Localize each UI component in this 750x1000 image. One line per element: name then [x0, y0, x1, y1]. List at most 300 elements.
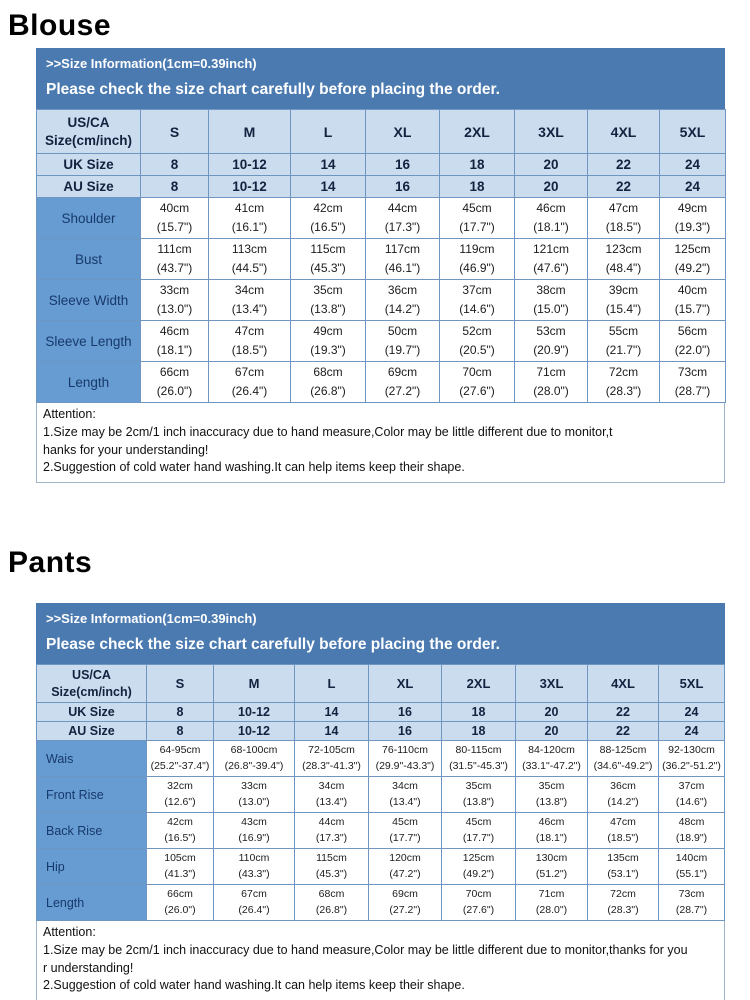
size-row-label: UK Size: [37, 154, 141, 176]
measurement-cell: [214, 885, 295, 921]
measurement-cell: [588, 321, 660, 362]
cm-value: 46cm: [538, 815, 565, 828]
inch-value: (19.3"): [310, 343, 346, 357]
cm-value: 43cm: [241, 815, 267, 828]
attention-note: [36, 921, 725, 1000]
measurement-cell: [147, 777, 214, 813]
cm-value: 64-95cm: [159, 743, 201, 756]
inch-value: (45.3"): [315, 867, 348, 880]
inch-value: (16.5"): [164, 831, 196, 844]
measurement-cell: [141, 280, 209, 321]
size-column-header: XL: [366, 110, 440, 154]
measurement-cell: [291, 239, 366, 280]
inch-value: (14.2"): [384, 302, 421, 316]
cm-value: 120cm: [389, 851, 421, 864]
measurement-cell: [659, 885, 725, 921]
size-cell: 20: [515, 176, 588, 198]
measurement-cell: [141, 198, 209, 239]
cm-value: 42cm: [167, 815, 193, 828]
size-cell: 18: [440, 176, 515, 198]
cm-value: 36cm: [610, 779, 636, 792]
cm-value: 67cm: [241, 887, 267, 900]
cm-value: 34cm: [392, 779, 418, 792]
blouse-size-chart: [36, 48, 725, 483]
cm-value: 50cm: [387, 324, 418, 339]
cm-value: 68-100cm: [230, 743, 278, 756]
size-cell: 18: [442, 722, 516, 741]
cm-value: 117cm: [384, 242, 421, 257]
cm-value: 40cm: [159, 201, 190, 216]
cm-value: 47cm: [234, 324, 265, 339]
cm-value: 66cm: [159, 365, 190, 380]
inch-value: (14.2"): [607, 795, 639, 808]
cm-value: 32cm: [167, 779, 193, 792]
measurement-row-label: Shoulder: [37, 198, 141, 239]
inch-value: (28.0"): [533, 384, 569, 398]
cm-value: 37cm: [462, 283, 492, 298]
inch-value: (44.5"): [231, 261, 268, 275]
cm-value: 125cm: [674, 242, 711, 257]
cm-value: 84-120cm: [528, 743, 575, 756]
measurement-cell: [660, 321, 726, 362]
cm-value: 38cm: [536, 283, 566, 298]
inch-value: (17.3"): [384, 220, 421, 234]
cm-value: 123cm: [605, 242, 642, 257]
size-cell: 16: [369, 722, 442, 741]
measurement-cell: [440, 198, 515, 239]
inch-value: (45.3"): [310, 261, 346, 275]
inch-value: (13.0"): [156, 302, 193, 316]
cm-value: 66cm: [167, 887, 193, 900]
inch-value: (17.7"): [462, 831, 495, 844]
measurement-cell: [214, 813, 295, 849]
size-cell: 24: [660, 154, 726, 176]
inch-value: (28.3"): [605, 384, 642, 398]
size-cell: 10-12: [214, 722, 295, 741]
inch-value: (25.2"-37.4"): [150, 759, 210, 772]
cm-value: 72cm: [610, 887, 636, 900]
measurement-cell: [295, 849, 369, 885]
inch-value: (46.9"): [459, 261, 495, 275]
corner-line: US/CA: [67, 114, 110, 130]
size-cell: 18: [440, 154, 515, 176]
size-column-header: 3XL: [515, 110, 588, 154]
pants-size-chart: [36, 603, 725, 1000]
measurement-cell: [147, 885, 214, 921]
cm-value: 73cm: [677, 365, 708, 380]
measurement-cell: [141, 362, 209, 403]
measurement-cell: [588, 885, 659, 921]
inch-value: (28.3"-41.3"): [302, 759, 361, 772]
cm-value: 49cm: [677, 201, 708, 216]
cm-value: 105cm: [164, 851, 196, 864]
measurement-cell: [291, 198, 366, 239]
size-cell: 8: [141, 176, 209, 198]
attention-line: Attention:: [43, 407, 96, 421]
measurement-cell: [366, 198, 440, 239]
measurement-cell: [440, 280, 515, 321]
size-cell: 22: [588, 154, 660, 176]
measurement-cell: [369, 741, 442, 777]
cm-value: 71cm: [536, 365, 566, 380]
inch-value: (21.7"): [605, 343, 642, 357]
cm-value: 33cm: [241, 779, 267, 792]
inch-value: (26.4"): [231, 384, 268, 398]
measurement-cell: [295, 813, 369, 849]
cm-value: 68cm: [318, 887, 345, 900]
inch-value: (53.1"): [607, 867, 639, 880]
measurement-cell: [141, 239, 209, 280]
measurement-cell: [440, 321, 515, 362]
measurement-cell: [515, 239, 588, 280]
cm-value: 67cm: [234, 365, 265, 380]
measurement-cell: [442, 813, 516, 849]
inch-value: (28.0"): [535, 903, 568, 916]
size-column-header: M: [214, 665, 295, 703]
cm-value: 113cm: [231, 242, 268, 257]
cm-value: 56cm: [677, 324, 708, 339]
inch-value: (13.4"): [231, 302, 268, 316]
measurement-cell: [209, 198, 291, 239]
measurement-row-label: Length: [37, 885, 147, 921]
measurement-cell: [516, 849, 588, 885]
size-column-header: 5XL: [660, 110, 726, 154]
size-cell: 8: [147, 722, 214, 741]
cm-value: 52cm: [462, 324, 492, 339]
measurement-cell: [209, 362, 291, 403]
cm-value: 135cm: [607, 851, 639, 864]
size-row-label: AU Size: [37, 176, 141, 198]
measurement-row-label: Wais: [37, 741, 147, 777]
cm-value: 115cm: [316, 851, 347, 864]
inch-value: (26.8"): [310, 384, 346, 398]
measurement-cell: [588, 198, 660, 239]
blouse-title: Blouse: [8, 9, 112, 42]
measurement-row-label: Length: [37, 362, 141, 403]
measurement-cell: [291, 321, 366, 362]
measurement-cell: [366, 362, 440, 403]
size-cell: 16: [369, 703, 442, 722]
cm-value: 76-110cm: [382, 743, 428, 756]
attention-line: 2.Suggestion of cold water hand washing.It can help items keep their shape.: [43, 978, 465, 993]
inch-value: (18.5"): [605, 220, 642, 234]
measurement-cell: [588, 777, 659, 813]
cm-value: 119cm: [459, 242, 495, 257]
cm-value: 115cm: [310, 242, 346, 257]
inch-value: (18.1"): [533, 220, 569, 234]
attention-line: Attention:: [43, 925, 96, 939]
inch-value: (16.5"): [310, 220, 346, 234]
measurement-cell: [369, 885, 442, 921]
inch-value: (36.2"-51.2"): [662, 759, 721, 772]
inch-value: (14.6"): [675, 795, 708, 808]
size-cell: 16: [366, 154, 440, 176]
inch-value: (33.1"-47.2"): [522, 759, 581, 772]
inch-value: (18.9"): [675, 831, 708, 844]
measurement-cell: [209, 239, 291, 280]
inch-value: (27.2"): [389, 903, 421, 916]
inch-value: (19.7"): [384, 343, 421, 357]
inch-value: (47.6"): [533, 261, 569, 275]
inch-value: (55.1"): [675, 867, 708, 880]
measurement-cell: [209, 321, 291, 362]
measurement-cell: [516, 777, 588, 813]
cm-value: 35cm: [313, 283, 343, 298]
inch-value: (13.4"): [315, 795, 348, 808]
size-column-header: 2XL: [442, 665, 516, 703]
inch-value: (43.3"): [238, 867, 270, 880]
size-cell: 22: [588, 176, 660, 198]
inch-value: (17.7"): [389, 831, 421, 844]
size-cell: 10-12: [209, 154, 291, 176]
cm-value: 45cm: [462, 201, 492, 216]
size-column-header: L: [295, 665, 369, 703]
measurement-cell: [369, 849, 442, 885]
cm-value: 37cm: [678, 779, 705, 792]
size-column-header: M: [209, 110, 291, 154]
measurement-cell: [588, 362, 660, 403]
cm-value: 33cm: [159, 283, 190, 298]
measurement-cell: [588, 741, 659, 777]
cm-value: 34cm: [234, 283, 265, 298]
size-info-line: >>Size Information(1cm=0.39inch): [46, 56, 257, 71]
size-cell: 18: [442, 703, 516, 722]
inch-value: (28.3"): [607, 903, 639, 916]
cm-value: 35cm: [538, 779, 565, 792]
inch-value: (28.7"): [675, 903, 708, 916]
measurement-cell: [588, 849, 659, 885]
inch-value: (17.7"): [459, 220, 495, 234]
size-column-header: 5XL: [659, 665, 725, 703]
measurement-cell: [295, 741, 369, 777]
cm-value: 92-130cm: [668, 743, 715, 756]
corner-header-cell: [37, 665, 147, 703]
measurement-cell: [291, 362, 366, 403]
inch-value: (17.3"): [315, 831, 348, 844]
measurement-row-label: Sleeve Length: [37, 321, 141, 362]
measurement-cell: [366, 280, 440, 321]
measurement-cell: [440, 239, 515, 280]
inch-value: (18.5"): [607, 831, 639, 844]
inch-value: (19.3"): [674, 220, 711, 234]
size-cell: 10-12: [214, 703, 295, 722]
cm-value: 42cm: [313, 201, 343, 216]
measurement-cell: [214, 741, 295, 777]
size-cell: 24: [659, 722, 725, 741]
inch-value: (20.5"): [459, 343, 495, 357]
cm-value: 41cm: [234, 201, 265, 216]
cm-value: 88-125cm: [599, 743, 647, 756]
cm-value: 72cm: [608, 365, 639, 380]
corner-header-cell: [37, 110, 141, 154]
inch-value: (18.1"): [535, 831, 568, 844]
inch-value: (13.8"): [462, 795, 495, 808]
size-cell: 16: [366, 176, 440, 198]
inch-value: (20.9"): [533, 343, 569, 357]
inch-value: (15.4"): [605, 302, 642, 316]
measurement-cell: [515, 321, 588, 362]
cm-value: 34cm: [318, 779, 345, 792]
inch-value: (26.0"): [164, 903, 196, 916]
inch-value: (46.1"): [384, 261, 421, 275]
measurement-cell: [659, 849, 725, 885]
cm-value: 53cm: [536, 324, 566, 339]
measurement-cell: [147, 849, 214, 885]
inch-value: (41.3"): [164, 867, 196, 880]
corner-line: US/CA: [72, 668, 111, 683]
inch-value: (13.4"): [389, 795, 421, 808]
size-row-label: AU Size: [37, 722, 147, 741]
measurement-cell: [141, 321, 209, 362]
inch-value: (27.2"): [384, 384, 421, 398]
cm-value: 47cm: [608, 201, 639, 216]
inch-value: (16.1"): [231, 220, 268, 234]
measurement-cell: [515, 280, 588, 321]
size-cell: 8: [141, 154, 209, 176]
size-column-header: 4XL: [588, 665, 659, 703]
cm-value: 121cm: [532, 242, 570, 257]
measurement-cell: [516, 813, 588, 849]
measurement-row-label: Hip: [37, 849, 147, 885]
cm-value: 45cm: [392, 815, 418, 828]
cm-value: 39cm: [608, 283, 639, 298]
measurement-cell: [291, 280, 366, 321]
check-chart-line: Please check the size chart carefully before placing the order.: [46, 81, 500, 98]
cm-value: 125cm: [462, 851, 495, 864]
inch-value: (15.0"): [533, 302, 569, 316]
inch-value: (26.4"): [238, 903, 270, 916]
inch-value: (18.1"): [156, 343, 193, 357]
inch-value: (27.6"): [459, 384, 495, 398]
measurement-cell: [295, 885, 369, 921]
measurement-cell: [660, 362, 726, 403]
size-column-header: 2XL: [440, 110, 515, 154]
cm-value: 47cm: [610, 815, 636, 828]
measurement-cell: [442, 885, 516, 921]
size-cell: 20: [516, 722, 588, 741]
inch-value: (29.9"-43.3"): [375, 759, 435, 772]
inch-value: (15.7"): [674, 302, 711, 316]
inch-value: (12.6"): [164, 795, 196, 808]
cm-value: 36cm: [387, 283, 418, 298]
cm-value: 73cm: [678, 887, 705, 900]
inch-value: (43.7"): [156, 261, 193, 275]
measurement-cell: [147, 813, 214, 849]
cm-value: 46cm: [536, 201, 566, 216]
measurement-cell: [442, 777, 516, 813]
measurement-cell: [209, 280, 291, 321]
cm-value: 55cm: [608, 324, 639, 339]
measurement-cell: [660, 198, 726, 239]
size-cell: 14: [291, 154, 366, 176]
inch-value: (48.4"): [605, 261, 642, 275]
measurement-cell: [515, 198, 588, 239]
inch-value: (26.8"-39.4"): [224, 759, 284, 772]
cm-value: 44cm: [318, 815, 345, 828]
size-cell: 20: [515, 154, 588, 176]
size-cell: 22: [588, 703, 659, 722]
size-cell: 14: [295, 703, 369, 722]
blouse-size-table: [36, 109, 726, 403]
inch-value: (28.7"): [674, 384, 711, 398]
cm-value: 68cm: [313, 365, 343, 380]
size-info-banner: [36, 48, 725, 109]
size-cell: 22: [588, 722, 659, 741]
cm-value: 49cm: [313, 324, 343, 339]
inch-value: (18.5"): [231, 343, 268, 357]
cm-value: 70cm: [462, 365, 492, 380]
inch-value: (15.7"): [156, 220, 193, 234]
cm-value: 48cm: [678, 815, 705, 828]
measurement-row-label: Sleeve Width: [37, 280, 141, 321]
inch-value: (31.5"-45.3"): [449, 759, 508, 772]
inch-value: (14.6"): [459, 302, 495, 316]
cm-value: 44cm: [387, 201, 418, 216]
inch-value: (49.2"): [462, 867, 495, 880]
measurement-cell: [659, 777, 725, 813]
cm-value: 130cm: [535, 851, 568, 864]
measurement-cell: [214, 849, 295, 885]
size-column-header: XL: [369, 665, 442, 703]
cm-value: 80-115cm: [455, 743, 502, 756]
cm-value: 110cm: [238, 851, 270, 864]
cm-value: 140cm: [675, 851, 708, 864]
inch-value: (51.2"): [535, 867, 568, 880]
measurement-cell: [516, 741, 588, 777]
measurement-cell: [214, 777, 295, 813]
inch-value: (27.6"): [462, 903, 495, 916]
measurement-cell: [515, 362, 588, 403]
inch-value: (26.8"): [315, 903, 348, 916]
attention-note: [36, 403, 725, 483]
attention-line: 2.Suggestion of cold water hand washing.It can help items keep their shape.: [43, 460, 465, 475]
size-column-header: S: [141, 110, 209, 154]
attention-line: r understanding!: [43, 960, 134, 975]
measurement-cell: [442, 849, 516, 885]
pants-title: Pants: [8, 546, 93, 579]
measurement-cell: [295, 777, 369, 813]
cm-value: 71cm: [538, 887, 565, 900]
corner-line: Size(cm/inch): [44, 132, 133, 148]
measurement-cell: [660, 280, 726, 321]
size-cell: 8: [147, 703, 214, 722]
size-cell: 24: [659, 703, 725, 722]
inch-value: (13.8"): [310, 302, 346, 316]
cm-value: 72-105cm: [308, 743, 355, 756]
size-cell: 14: [291, 176, 366, 198]
cm-value: 46cm: [159, 324, 190, 339]
attention-line: 1.Size may be 2cm/1 inch inaccuracy due to hand measure,Color may be little different due to monitor,thanks for you: [43, 942, 688, 957]
measurement-cell: [659, 741, 725, 777]
size-column-header: S: [147, 665, 214, 703]
attention-line: 1.Size may be 2cm/1 inch inaccuracy due to hand measure,Color may be little different due to monitor,t: [43, 424, 613, 439]
size-info-line: >>Size Information(1cm=0.39inch): [46, 611, 257, 626]
size-column-header: L: [291, 110, 366, 154]
inch-value: (22.0"): [674, 343, 711, 357]
check-chart-line: Please check the size chart carefully before placing the order.: [46, 636, 500, 653]
measurement-cell: [440, 362, 515, 403]
cm-value: 111cm: [157, 242, 192, 257]
measurement-cell: [442, 741, 516, 777]
cm-value: 40cm: [677, 283, 708, 298]
cm-value: 70cm: [465, 887, 492, 900]
inch-value: (13.0"): [238, 795, 270, 808]
measurement-row-label: Bust: [37, 239, 141, 280]
attention-line: hanks for your understanding!: [43, 442, 209, 457]
size-cell: 24: [660, 176, 726, 198]
size-info-banner: [36, 603, 725, 664]
measurement-cell: [588, 239, 660, 280]
